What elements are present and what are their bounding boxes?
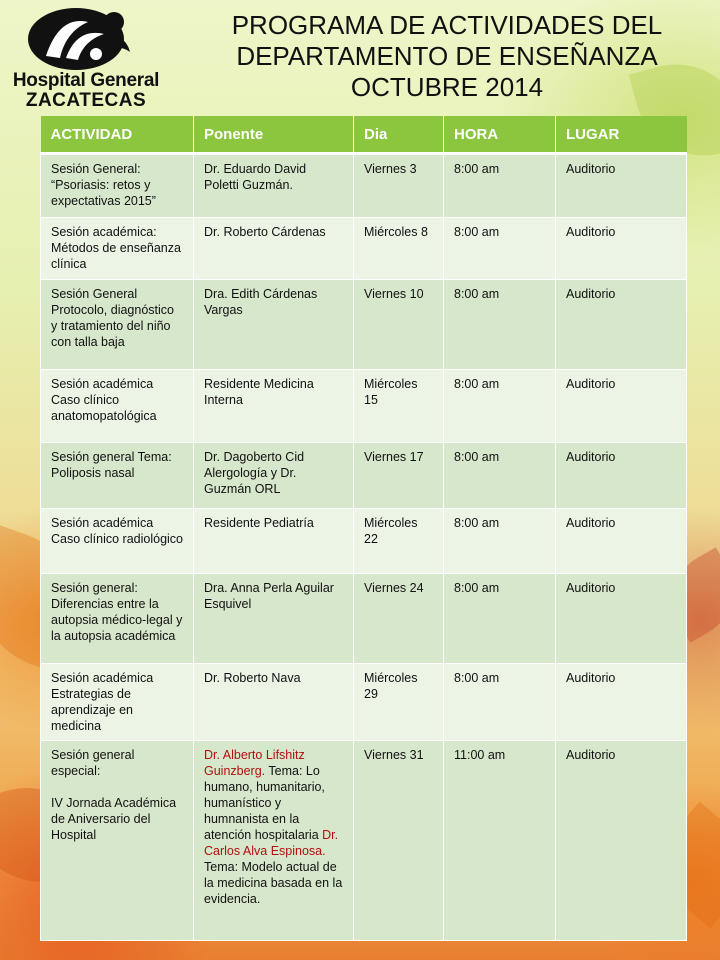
- speaker2-topic: Tema: Modelo actual de la medicina basada en la evidencia.: [204, 860, 343, 906]
- table-row: [41, 218, 687, 280]
- cell-actividad: Sesión General: “Psoriasis: retos y expectativas 2015”: [41, 154, 194, 218]
- cell-ponente: Dr. Roberto Cárdenas: [194, 218, 354, 280]
- header-lugar: LUGAR: [556, 116, 687, 154]
- cell-actividad: Sesión general Tema: Poliposis nasal: [41, 443, 194, 509]
- cell-ponente: Dr. Eduardo David Poletti Guzmán.: [194, 154, 354, 218]
- table-row: [41, 741, 687, 941]
- cell-hora: 8:00 am: [444, 664, 556, 741]
- cell-lugar: Auditorio: [556, 509, 687, 574]
- cell-ponente: Dra. Edith Cárdenas Vargas: [194, 280, 354, 370]
- logo-line1: Hospital General: [12, 70, 160, 91]
- title-line1: PROGRAMA DE ACTIVIDADES DEL: [231, 10, 663, 40]
- actividad-line1: Sesión general especial:: [51, 748, 135, 778]
- table-row: [41, 664, 687, 741]
- speaker1-topic: Tema: Lo humano, humanitario, humanístico y humnanista en la atención hospitalaria: [204, 764, 325, 842]
- header-actividad: ACTIVIDAD: [41, 116, 194, 154]
- page-title: [182, 10, 712, 103]
- cell-actividad: Sesión académica Caso clínico radiológico: [41, 509, 194, 574]
- hospital-logo-icon: [26, 6, 138, 72]
- cell-dia: Miércoles 22: [354, 509, 444, 574]
- cell-lugar: Auditorio: [556, 218, 687, 280]
- cell-ponente: Dr. Roberto Nava: [194, 664, 354, 741]
- cell-actividad: Sesión académica: Métodos de enseñanza clínica: [41, 218, 194, 280]
- cell-dia: Viernes 17: [354, 443, 444, 509]
- cell-ponente: Residente Medicina Interna: [194, 370, 354, 443]
- actividad-line2: IV Jornada Académica de Aniversario del Hospital: [51, 796, 177, 842]
- cell-actividad: [41, 741, 194, 941]
- cell-lugar: Auditorio: [556, 280, 687, 370]
- table-row: [41, 509, 687, 574]
- speaker2-name: Dr. Carlos Alva Espinosa.: [204, 828, 339, 858]
- cell-actividad: Sesión académica Caso clínico anatomopatológica: [41, 370, 194, 443]
- title-line2: DEPARTAMENTO DE ENSEÑANZA: [236, 41, 658, 71]
- cell-dia: Viernes 31: [354, 741, 444, 941]
- cell-actividad: Sesión general: Diferencias entre la autopsia médico-legal y la autopsia académica: [41, 574, 194, 664]
- header-ponente: Ponente: [194, 116, 354, 154]
- cell-ponente: [194, 741, 354, 941]
- cell-ponente: Residente Pediatría: [194, 509, 354, 574]
- header-dia: Dia: [354, 116, 444, 154]
- cell-hora: 8:00 am: [444, 443, 556, 509]
- cell-dia: Viernes 10: [354, 280, 444, 370]
- cell-dia: Viernes 3: [354, 154, 444, 218]
- cell-dia: Miércoles 8: [354, 218, 444, 280]
- cell-dia: Miércoles 29: [354, 664, 444, 741]
- hospital-logo: [4, 4, 164, 111]
- cell-dia: Miércoles 15: [354, 370, 444, 443]
- table-row: [41, 280, 687, 370]
- cell-actividad: Sesión General Protocolo, diagnóstico y tratamiento del niño con talla baja: [41, 280, 194, 370]
- table-row: [41, 370, 687, 443]
- cell-hora: 8:00 am: [444, 509, 556, 574]
- cell-lugar: Auditorio: [556, 443, 687, 509]
- cell-lugar: Auditorio: [556, 154, 687, 218]
- cell-lugar: Auditorio: [556, 664, 687, 741]
- cell-hora: 8:00 am: [444, 370, 556, 443]
- cell-hora: 8:00 am: [444, 154, 556, 218]
- cell-hora: 8:00 am: [444, 280, 556, 370]
- cell-dia: Viernes 24: [354, 574, 444, 664]
- cell-hora: 11:00 am: [444, 741, 556, 941]
- activities-table: [40, 116, 687, 941]
- cell-lugar: Auditorio: [556, 741, 687, 941]
- cell-ponente: Dr. Dagoberto Cid Alergología y Dr. Guzmán ORL: [194, 443, 354, 509]
- cell-lugar: Auditorio: [556, 574, 687, 664]
- table-row: [41, 574, 687, 664]
- table-row: [41, 154, 687, 218]
- cell-ponente: Dra. Anna Perla Aguilar Esquivel: [194, 574, 354, 664]
- table-row: [41, 443, 687, 509]
- title-line3: OCTUBRE 2014: [350, 72, 544, 102]
- speaker1-name: Dr. Alberto Lifshitz Guinzberg.: [204, 748, 305, 778]
- logo-line2: ZACATECAS: [25, 90, 147, 111]
- cell-lugar: Auditorio: [556, 370, 687, 443]
- header-hora: HORA: [444, 116, 556, 154]
- cell-hora: 8:00 am: [444, 218, 556, 280]
- cell-actividad: Sesión académica Estrategias de aprendizaje en medicina: [41, 664, 194, 741]
- table-header-row: [41, 116, 687, 154]
- cell-hora: 8:00 am: [444, 574, 556, 664]
